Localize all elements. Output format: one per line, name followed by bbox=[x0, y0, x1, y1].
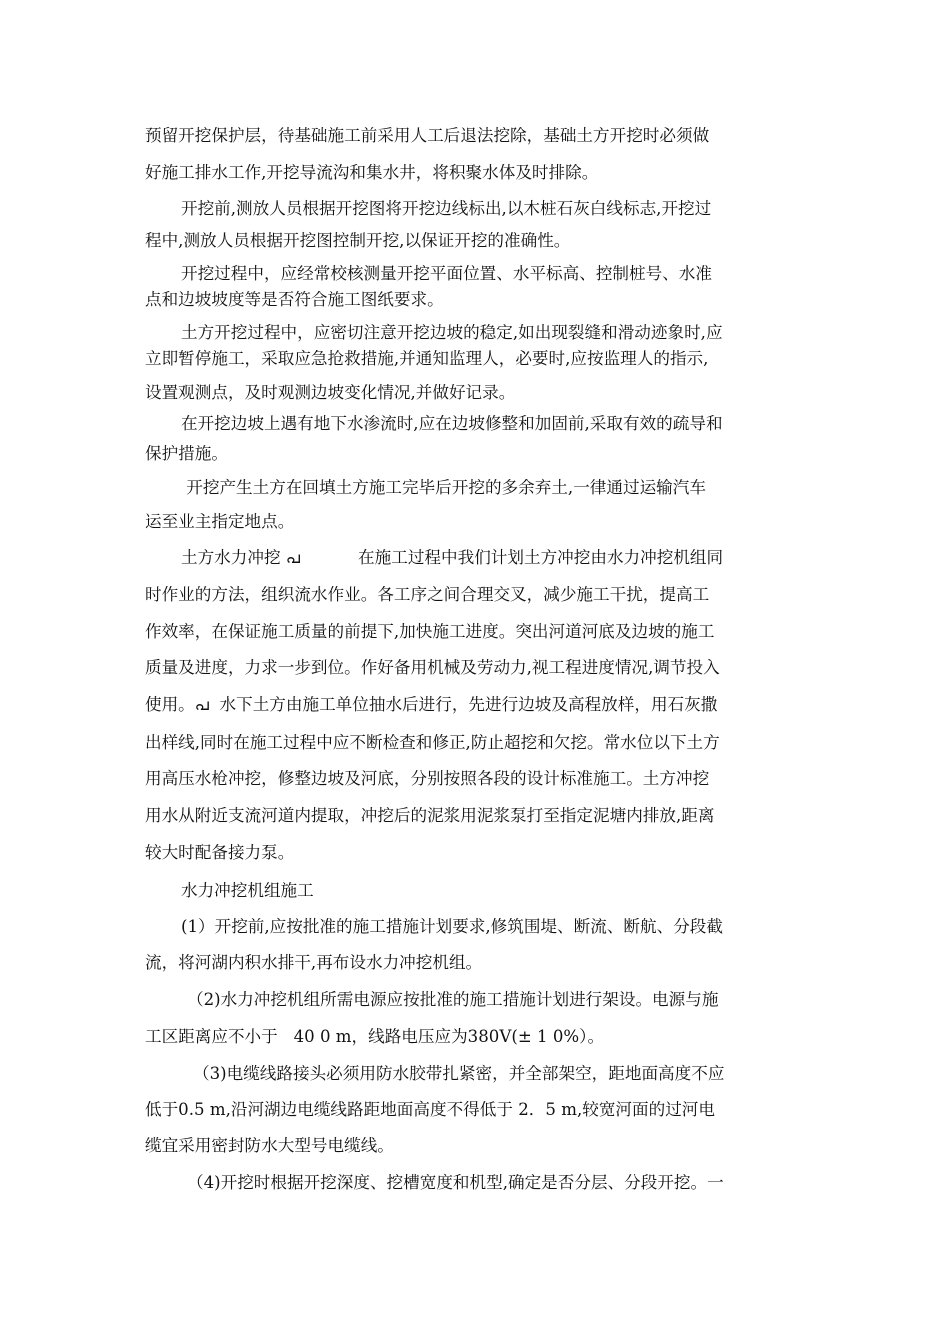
text-line: 好施工排水工作,开挖导流沟和集水井，将积聚水体及时排除。 bbox=[145, 163, 599, 182]
text-line: 开挖产生土方在回填土方施工完毕后开挖的多余弃土,一律通过运输汽车 bbox=[181, 478, 706, 497]
text-line: 用高压水枪冲挖，修整边坡及河底，分别按照各段的设计标准施工。土方冲挖 bbox=[145, 769, 710, 788]
text-line: （4)开挖时根据开挖深度、挖槽宽度和机型,确定是否分层、分段开挖。一 bbox=[187, 1173, 724, 1192]
text-line: 用水从附近支流河道内提取，冲挖后的泥浆用泥浆泵打至指定泥塘内排放,距离 bbox=[145, 806, 715, 825]
text-line: 预留开挖保护层，待基础施工前采用人工后退法挖除，基础土方开挖时必须做 bbox=[145, 126, 710, 145]
text-line: 作效率，在保证施工质量的前提下,加快施工进度。突出河道河底及边坡的施工 bbox=[145, 622, 715, 641]
text-line: (1）开挖前,应按批准的施工措施计划要求,修筑围堤、断流、断航、分段截 bbox=[181, 917, 723, 936]
text-line: 土方开挖过程中，应密切注意开挖边坡的稳定,如出现裂缝和滑动迹象时,应 bbox=[181, 323, 723, 342]
text-line: 缆宜采用密封防水大型号电缆线。 bbox=[145, 1136, 394, 1155]
text-line: 运至业主指定地点。 bbox=[145, 512, 295, 531]
text-line: 土方水力冲挖 പ 在施工过程中我们计划土方冲挖由水力冲挖机组同 bbox=[181, 548, 724, 567]
text-line: 质量及进度，力求一步到位。作好备用机械及劳动力,视工程进度情况,调节投入 bbox=[145, 658, 720, 677]
text-line: 程中,测放人员根据开挖图控制开挖,以保证开挖的准确性。 bbox=[145, 231, 571, 250]
text-line: 低于0.5 m,沿河湖边电缆线路距地面高度不得低于 2．5 m,较宽河面的过河电 bbox=[145, 1100, 715, 1119]
text-line: 出样线,同时在施工过程中应不断检查和修正,防止超挖和欠挖。常水位以下土方 bbox=[145, 733, 720, 752]
text-line: 开挖前,测放人员根据开挖图将开挖边线标出,以木桩石灰白线标志,开挖过 bbox=[181, 199, 712, 218]
text-line: 在开挖边坡上遇有地下水渗流时,应在边坡修整和加固前,采取有效的疏导和 bbox=[181, 414, 723, 433]
section-heading: 水力冲挖机组施工 bbox=[181, 881, 314, 900]
text-line: 时作业的方法，组织流水作业。各工序之间合理交叉，减少施工干扰，提高工 bbox=[145, 585, 710, 604]
text-line: 保护措施。 bbox=[145, 444, 228, 463]
text-line: 开挖过程中，应经常校核测量开挖平面位置、水平标高、控制桩号、水准 bbox=[181, 264, 712, 283]
text-line: 使用。പ 水下土方由施工单位抽水后进行，先进行边坡及高程放样，用石灰撒 bbox=[145, 695, 718, 714]
text-line: 点和边坡坡度等是否符合施工图纸要求。 bbox=[145, 290, 444, 309]
text-line: 较大时配备接力泵。 bbox=[145, 843, 295, 862]
text-line: 设置观测点，及时观测边坡变化情况,并做好记录。 bbox=[145, 383, 516, 402]
text-line: （2)水力冲挖机组所需电源应按批准的施工措施计划进行架设。电源与施 bbox=[187, 990, 719, 1009]
text-line: （3)电缆线路接头必须用防水胶带扎紧密，并全部架空，距地面高度不应 bbox=[193, 1064, 725, 1083]
text-line: 工区距离应不小于 40 0 m，线路电压应为380V(± 1 0%）。 bbox=[145, 1027, 605, 1046]
text-line: 流，将河湖内积水排干,再布设水力冲挖机组。 bbox=[145, 953, 483, 972]
text-line: 立即暂停施工，采取应急抢救措施,并通知监理人，必要时,应按监理人的指示, bbox=[145, 349, 709, 368]
